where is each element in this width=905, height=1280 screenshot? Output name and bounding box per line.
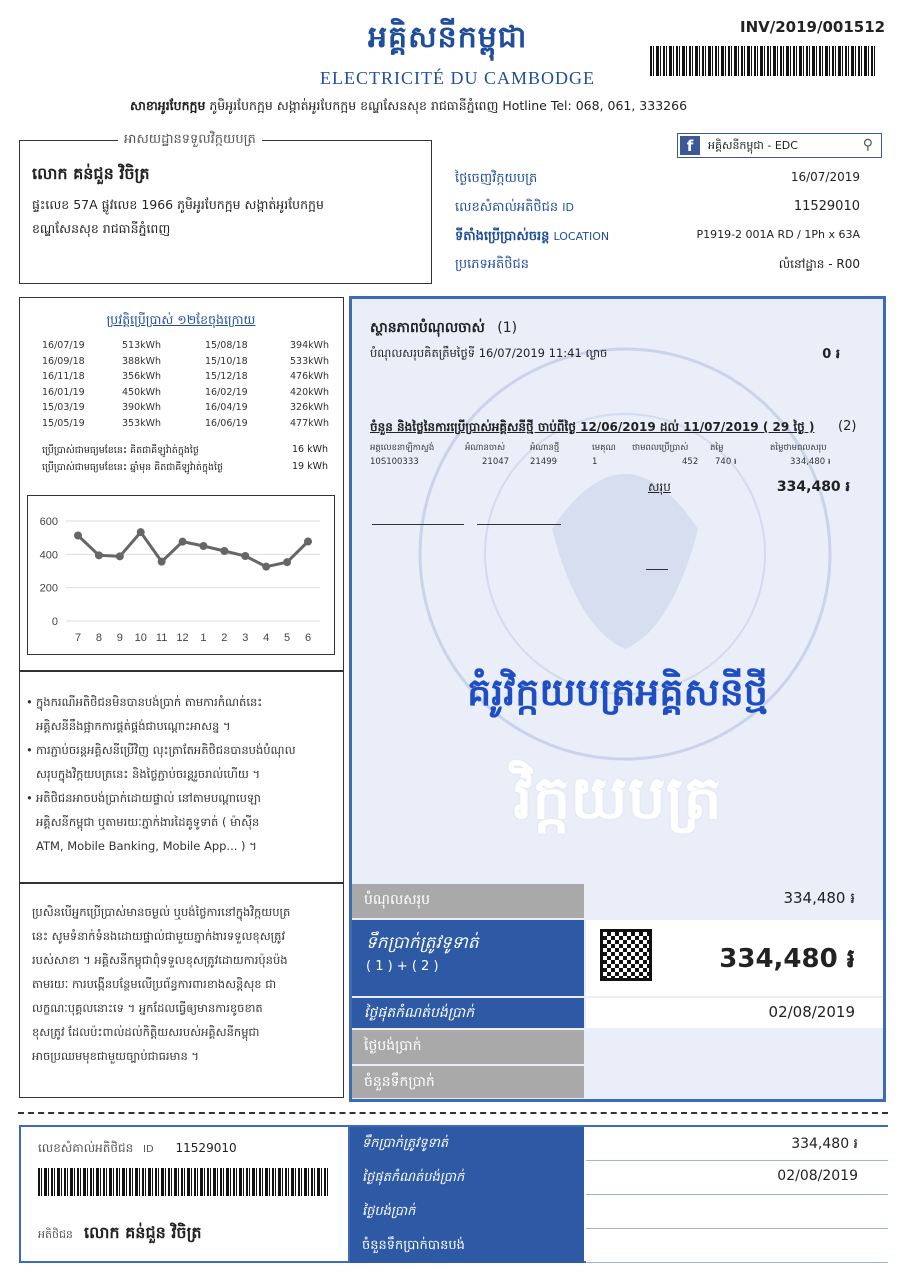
complaint-line: លក្ខណៈបុគ្គលនោះទេ ។ អ្នកដែលធ្វើឲ្យមានការខូចខាត [32,1001,263,1015]
complaint-line: អាចប្រឈមមុខជាមួយច្បាប់ជាធរមាន ។ [32,1049,200,1063]
stub-paid-amount-label: ចំនួនទឹកប្រាក់បានបង់ [350,1229,584,1263]
detail-cell: 10S100333 [370,457,419,467]
signature-line-3 [646,569,668,570]
invoice-date-label: ថ្ងៃចេញវិក្កយបត្រ [455,171,538,186]
stub-due-date-value: 02/08/2019 [586,1161,888,1195]
usage-row [42,387,332,403]
chart-y-tick: 400 [39,549,58,562]
usage-kwh: 513kWh [122,340,162,351]
chart-point [74,532,82,540]
chart-point [283,558,291,566]
usage-kwh: 326kWh [290,402,330,413]
usage-history-title: ប្រវត្តិប្រើប្រាស់ ១២ខែចុងក្រោយ [106,312,256,327]
chart-x-tick: 11 [155,632,168,644]
meta-customer-type [455,252,860,278]
usage-row [42,356,332,372]
due-date-row [352,998,883,1028]
location-value: P1919-2 001A RD / 1Ph x 63A [696,228,860,241]
total-debt-label: បំណុលសរុប [352,884,584,918]
chart-x-tick: 4 [263,632,270,644]
pay-amount-row [352,1066,883,1098]
complaint-line: ប្រសិនបើអ្នកប្រើប្រាស់មានចម្ងល់ ឬបង់ថ្លៃការនៅក្នុងវិក្កយបត្រ [32,905,291,919]
invoice-barcode [650,46,875,76]
facebook-label: អគ្គិសនីកម្ពុជា - EDC [708,139,798,152]
detail-header-cell: តម្លៃថាមពលសរុប [770,443,827,453]
usage-date: 15/03/19 [42,402,85,413]
stub-customer-id-row: លេខសំគាល់អតិថិជន ID 11529010 [38,1141,237,1155]
usage-chart [28,496,333,653]
usage-date: 16/11/18 [42,371,85,382]
usage-date: 16/04/19 [205,402,248,413]
chart-x-tick: 3 [242,632,249,644]
usage-kwh: 477kWh [290,417,330,429]
usage-row [42,402,332,418]
tear-off-line [18,1112,888,1114]
detail-header-cell: ថាមពលប្រើប្រាស់ [632,443,689,453]
complaint-line: របស់សាខា ។ អគ្គិសនីកម្ពុជាពុំទទួលខុសត្រូវដោយការប៉ុនប៉ង [32,953,288,967]
chart-point [158,558,166,566]
customer-type-value: លំនៅដ្ឋាន - R00 [778,257,860,271]
usage-date: 15/10/18 [205,355,248,367]
amount-due-label: ទឹកប្រាក់ត្រូវទូទាត់ [366,933,479,953]
usage-kwh: 476kWh [290,371,330,382]
detail-cell: 21499 [530,457,558,467]
detail-cell: 334,480 ៛ [790,457,831,467]
stub-customer-name: លោក គន់ជួន វិចិត្រ [84,1223,202,1242]
note-line: អគ្គិសនីនឹងផ្អាកការផ្គត់ផ្គង់ជាបណ្តោះអាសន្ន ។ [36,719,231,733]
usage-detail-header [370,443,852,457]
amount-due-formula: ( 1 ) + ( 2 ) [366,959,439,974]
company-title-fr: ELECTRICITÉ DU CAMBODGE [320,68,595,88]
usage-date: 16/09/18 [42,355,85,367]
subtotal-value: 334,480 ៛ [776,479,850,495]
usage-kwh: 388kWh [122,355,162,367]
invoice-watermark: វិក្កយបត្រ [513,763,722,833]
company-title-kh: អគ្គិសនីកម្ពុជា [368,20,528,55]
branch-address: ភូមិអូរបែកក្អម សង្កាត់អូរបែកក្អម ខណ្ឌសែនសុខ រាជធានីភ្នំពេញ Hotline Tel: 068, 061, 333266 [205,98,688,113]
due-date-label: ថ្ងៃផុតកំណត់បង់ប្រាក់ [352,998,584,1028]
branch-info [130,98,687,117]
usage-table [42,340,332,433]
detail-cell: 21047 [482,457,510,467]
usage-kwh: 394kWh [290,340,330,351]
avg-daily-row [42,444,332,458]
note-line: អគ្គិសនីកម្ពុជា ឬតាមរយៈភ្នាក់ងារដៃគូទូទាត់ ( ម៉ាស៊ីន [36,815,260,829]
detail-header-cell: មេគុណ [592,443,616,453]
chart-point [220,547,228,555]
usage-date: 15/12/18 [205,371,248,382]
chart-x-tick: 2 [221,632,228,644]
usage-row [42,340,332,356]
chart-y-tick: 600 [39,516,58,528]
bullet-icon: • [26,695,33,709]
prev-balance-detail: បំណុលសរុបគិតត្រឹមថ្ងៃទី 16/07/2019 11:41 ល្ងាច [370,346,608,360]
usage-kwh: 353kWh [122,417,162,429]
total-debt-row [352,884,883,918]
chart-x-tick: 12 [176,632,189,644]
usage-date: 16/01/19 [42,386,85,398]
invoice-date-value: 16/07/2019 [790,170,860,184]
customer-type-label: ប្រភេទអតិថិជន [455,257,530,272]
detail-header-cell: តម្លៃ [710,443,724,453]
usage-date: 15/05/19 [42,417,85,429]
detail-header-cell: អត្តលេខនាឡិកាស្ទង់ [370,443,435,453]
avg-daily-value: 16 kWh [291,444,328,455]
signature-line-2 [477,524,561,525]
stub-paid-amount-value[interactable] [586,1229,888,1263]
usage-kwh: 390kWh [122,402,162,413]
avg-prev-row [42,461,332,475]
pay-date-label: ថ្ងៃបង់ប្រាក់ [352,1030,584,1064]
chart-x-tick: 5 [284,632,291,644]
avg-prev-label: ប្រើប្រាស់ជាមធ្យមខែនេះ ឆ្នាំមុន គិតជាគីឡូវ៉ាត់ក្នុងថ្ងៃ [42,462,224,473]
chart-point [262,563,270,571]
meta-invoice-date [455,166,860,192]
complaint-text [32,900,337,1068]
invoice-number: INV/2019/001512 [740,18,886,36]
usage-kwh: 450kWh [122,386,162,398]
pay-amount-value[interactable] [586,1066,883,1098]
detail-header-cell: អំណានថ្មី [530,443,560,453]
stub-due-date-label: ថ្ងៃផុតកំណត់បង់ប្រាក់ [350,1161,584,1195]
stub-paid-amount-row [350,1229,888,1263]
stub-pay-date-label: ថ្ងៃបង់ប្រាក់ [350,1195,584,1229]
chart-x-tick: 9 [116,632,123,644]
prev-balance-label: ស្ថានភាពបំណុលចាស់ (1) [370,320,518,336]
detail-cell: 740 ៛ [715,457,737,467]
chart-point [304,538,312,546]
chart-x-tick: 7 [74,632,82,644]
subtotal-label: សរុប [648,480,671,494]
complaint-line: ខុសត្រូវ ដែលប៉ះពាល់ដល់កិត្តិយសរបស់អគ្គិសនីកម្ពុជា [32,1025,260,1039]
note-line: ATM, Mobile Banking, Mobile App... ) ។ [36,839,257,853]
note-line: សរុបក្នុងវិក្កយបត្រនេះ និងថ្លៃភ្ជាប់ចរន្តរួចរាល់ហើយ ។ [36,767,261,781]
facebook-link[interactable] [677,133,882,158]
signature-line-1 [372,524,464,525]
customer-id-label: លេខសំគាល់អតិថិជន ID [455,200,575,215]
chart-point [199,542,207,550]
stub-barcode [38,1168,330,1196]
detail-cell: 452 [682,457,699,467]
stub-customer-id-value: 11529010 [175,1141,237,1155]
usage-date: 16/02/19 [205,386,248,398]
customer-id-value: 11529010 [793,199,860,214]
chart-point [179,538,187,546]
stub-amount-value: 334,480 ៛ [586,1127,888,1161]
chart-x-tick: 8 [95,632,102,644]
usage-chart-frame [27,495,335,655]
location-label: ទីតាំងប្រើប្រាស់ចរន្ត LOCATION [455,229,610,244]
facebook-icon: f [680,136,700,155]
pay-date-value[interactable] [586,1030,883,1064]
bullet-icon: • [26,791,33,805]
detail-cell: 1 [592,457,598,467]
usage-kwh: 420kWh [290,386,330,398]
chart-series-line [78,532,308,567]
detail-header-cell: អំណានចាស់ [465,443,506,453]
usage-date: 16/07/19 [42,340,85,351]
complaint-line: តាមរយៈ ការបង្កើនបន្ថែមលើប្រព័ន្ធការពារខាងសន្តិសុខ ជា [32,977,277,991]
amount-due-cell [586,920,883,996]
usage-date: 15/08/18 [205,340,248,351]
total-debt-value: 334,480 ៛ [586,884,883,918]
chart-point [116,552,124,560]
chart-x-tick: 1 [200,632,207,644]
recipient-address-1: ផ្ទះលេខ 57A ផ្លូវលេខ 1966 ភូមិអូរបែកក្អម សង្កាត់អូរបែកក្អម [32,197,324,212]
chart-x-tick: 6 [304,632,312,644]
amount-due-value: 334,480 ៛ [719,944,855,974]
bullet-icon: • [26,743,33,757]
stub-amount-row [350,1127,888,1161]
usage-kwh: 356kWh [122,371,162,382]
usage-kwh: 533kWh [290,355,330,367]
chart-point [137,528,145,536]
search-icon: ⚲ [862,137,873,153]
current-usage-num: (2) [838,419,857,434]
usage-date: 16/06/19 [205,417,248,429]
note-line: • ក្នុងករណីអតិថិជនមិនបានបង់ប្រាក់ តាមការកំណត់នេះ [26,690,342,714]
usage-row [42,418,332,434]
chart-point [241,552,249,560]
complaint-line: នេះ សូមទំនាក់ទំនងដោយផ្ទាល់ជាមួយភ្នាក់ងារទទួលខុសត្រូវ [32,929,286,943]
recipient-address-2: ខណ្ឌសែនសុខ រាជធានីភ្នំពេញ [32,221,171,236]
note-line: • ការភ្ជាប់ចរន្តអគ្គិសនីប្រើវិញ លុះត្រាតែអតិថិជនបានបង់បំណុល [26,738,342,762]
avg-prev-value: 19 kWh [291,461,328,472]
stub-pay-date-value[interactable] [586,1195,888,1229]
amount-due-row [352,920,883,996]
amount-due-label-cell [352,920,584,996]
chart-point [95,551,103,559]
branch-name: សាខាអូរបែកក្អម [130,98,206,113]
chart-y-tick: 0 [51,616,58,628]
new-invoice-banner: គំរូវិក្កយបត្រអគ្គិសនីថ្មី [467,669,768,714]
prev-balance-value: 0 ៛ [822,347,840,362]
usage-detail-row [370,457,852,471]
note-line: • អតិថិជនអាចបង់ប្រាក់ដោយផ្ទាល់ នៅតាមបណ្តាបេឡា [26,786,342,810]
stub-amount-label: ទឹកប្រាក់ត្រូវទូទាត់ [350,1127,584,1161]
chart-x-tick: 10 [134,632,147,644]
meta-customer-id [455,195,860,221]
qr-code [600,929,652,981]
usage-row [42,371,332,387]
pay-amount-label: ចំនួនទឹកប្រាក់ [352,1066,584,1098]
stub-customer-row: អតិថិជន លោក គន់ជួន វិចិត្រ [38,1223,202,1242]
usage-detail-table [370,443,852,471]
meta-location [455,224,860,250]
pay-date-row [352,1030,883,1064]
recipient-legend: អាសយដ្ឋានទទួលវិក្កយបត្រ [118,131,262,150]
chart-y-tick: 200 [39,582,58,595]
recipient-name: លោក គន់ជួន វិចិត្រ [32,164,150,183]
avg-daily-label: ប្រើប្រាស់ជាមធ្យមខែនេះ គិតជាគីឡូវ៉ាត់ក្នុងថ្ងៃ [42,445,199,456]
due-date-value: 02/08/2019 [586,998,883,1028]
current-usage-label: ចំនួន និងថ្លៃនៃការប្រើប្រាស់អគ្គិសនីថ្មី ចាប់ពីថ្ងៃ 12/06/2019 ដល់ 11/07/2019 ( 29 ថ្ងៃ ) [370,420,815,434]
stub-pay-date-row [350,1195,888,1229]
notes-list [26,690,342,858]
stub-due-date-row [350,1161,888,1195]
